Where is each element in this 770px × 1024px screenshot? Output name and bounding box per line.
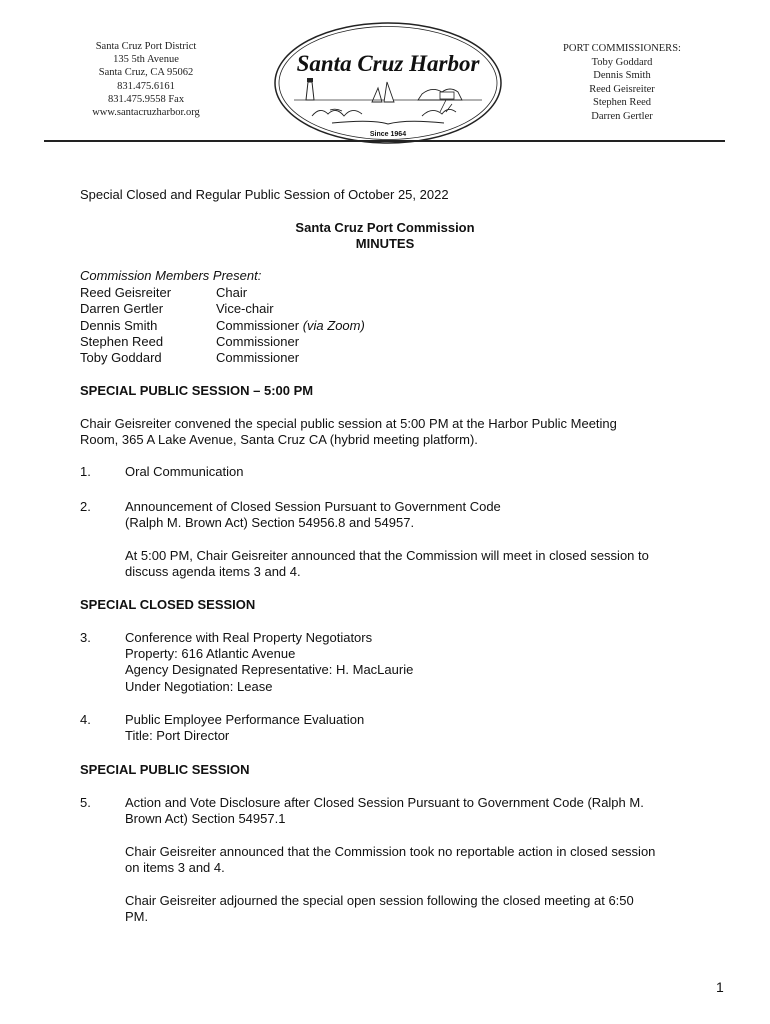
member-name: Darren Gertler (80, 301, 164, 316)
session-line: Special Closed and Regular Public Session of October 25, 2022 (80, 187, 449, 202)
commissioner-name: Stephen Reed (592, 97, 652, 109)
member-role: Chair (216, 285, 248, 300)
item-note: Chair Geisreiter adjourned the special open session following the closed meeting at 6:50 (125, 893, 634, 908)
item-number: 5. (80, 795, 91, 810)
item-text: Announcement of Closed Session Pursuant to Government Code (125, 499, 501, 514)
item-text: Oral Communication (125, 464, 244, 479)
member-role: Vice-chair (216, 301, 274, 316)
member-name: Stephen Reed (80, 334, 164, 349)
document-subtitle: MINUTES (355, 236, 415, 251)
district-street: 135 5th Avenue (113, 54, 179, 66)
page-number: 1 (716, 979, 724, 995)
logo-title: Santa Cruz Harbor (296, 51, 480, 76)
item-text: Brown Act) Section 54957.1 (125, 811, 286, 826)
item-note: At 5:00 PM, Chair Geisreiter announced that the Commission will meet in closed session to (125, 548, 649, 563)
commissioners-heading: PORT COMMISSIONERS: (563, 43, 681, 54)
district-name: Santa Cruz Port District (95, 41, 197, 52)
paragraph-line: Room, 365 A Lake Avenue, Santa Cruz CA (hybrid meeting platform). (80, 432, 478, 447)
item-text: Agency Designated Representative: H. MacLaurie (125, 662, 414, 677)
paragraph-line: Chair Geisreiter convened the special public session at 5:00 PM at the Harbor Public Meeting (80, 416, 617, 431)
item-text: Property: 616 Atlantic Avenue (125, 646, 296, 661)
district-website: www.santacruzharbor.org (92, 107, 200, 119)
district-address-block (60, 40, 232, 119)
district-phone: 831.475.6161 (117, 80, 175, 92)
commissioners-block (536, 42, 708, 124)
santa-cruz-harbor-logo (272, 20, 504, 146)
item-text: Public Employee Performance Evaluation (125, 712, 365, 727)
item-text: (Ralph M. Brown Act) Section 54956.8 and 54957. (125, 515, 415, 530)
section-heading: SPECIAL CLOSED SESSION (80, 597, 256, 612)
item-number: 1. (80, 464, 91, 479)
header-divider (44, 140, 725, 142)
member-name: Reed Geisreiter (80, 285, 172, 300)
item-number: 4. (80, 712, 91, 727)
item-text: Action and Vote Disclosure after Closed Session Pursuant to Government Code (Ralph M. (125, 795, 644, 810)
commissioner-name: Reed Geisreiter (589, 83, 655, 95)
member-role: Commissioner (216, 334, 300, 349)
commissioner-name: Toby Goddard (591, 56, 653, 68)
member-name: Dennis Smith (80, 318, 158, 333)
member-role: Commissioner (via Zoom) (216, 318, 365, 333)
commissioner-name: Dennis Smith (593, 70, 651, 82)
item-number: 2. (80, 499, 91, 514)
commissioner-name: Darren Gertler (591, 110, 653, 122)
item-note: discuss agenda items 3 and 4. (125, 564, 301, 579)
item-note: PM. (125, 909, 149, 924)
item-text: Under Negotiation: Lease (125, 679, 273, 694)
logo-since: Since 1964 (369, 131, 407, 138)
member-name: Toby Goddard (80, 350, 162, 365)
member-role: Commissioner (216, 350, 300, 365)
district-fax: 831.475.9558 Fax (107, 93, 185, 105)
item-number: 3. (80, 630, 91, 645)
document-title: Santa Cruz Port Commission (295, 220, 475, 235)
section-heading: SPECIAL PUBLIC SESSION – 5:00 PM (80, 383, 314, 398)
district-city: Santa Cruz, CA 95062 (98, 67, 194, 79)
item-text: Conference with Real Property Negotiators (125, 630, 373, 645)
members-heading: Commission Members Present: (80, 268, 262, 283)
item-note: on items 3 and 4. (125, 860, 225, 875)
item-text: Title: Port Director (125, 728, 230, 743)
section-heading: SPECIAL PUBLIC SESSION (80, 762, 250, 777)
item-note: Chair Geisreiter announced that the Commission took no reportable action in closed session (125, 844, 656, 859)
